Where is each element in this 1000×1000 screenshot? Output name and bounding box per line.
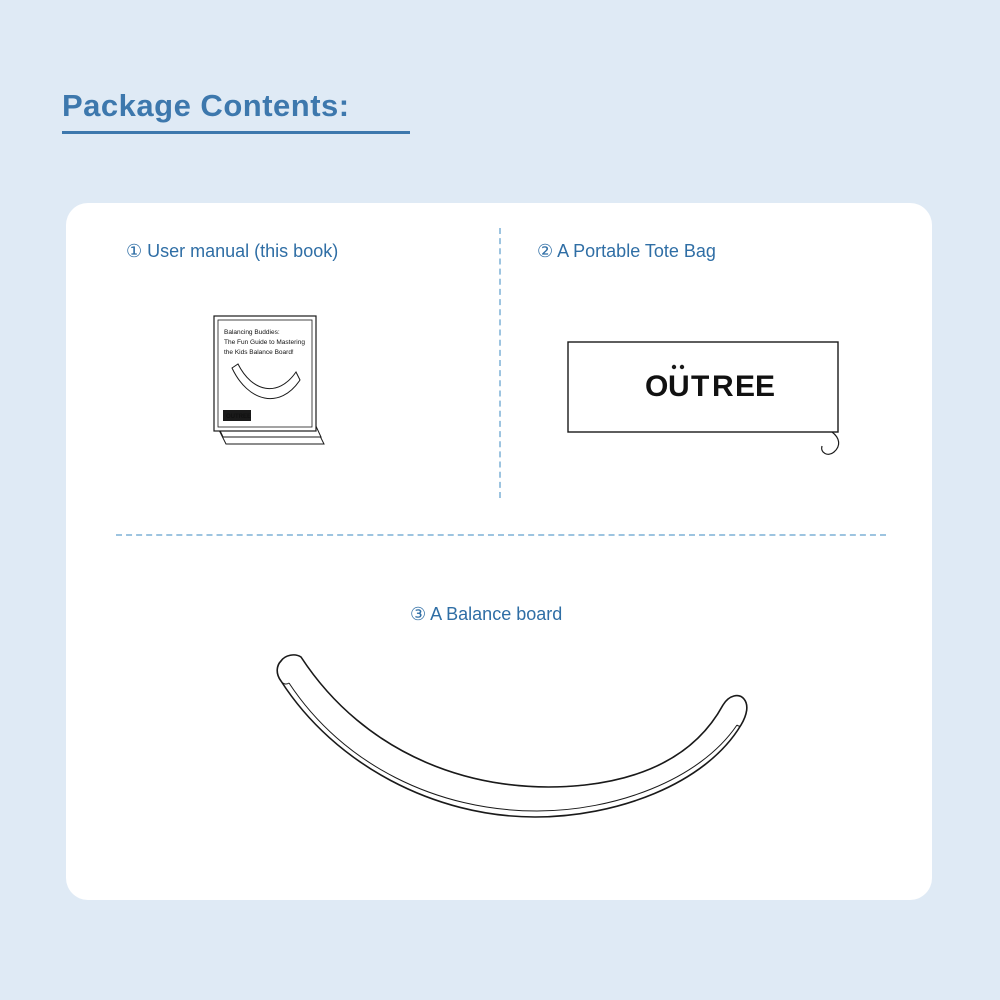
horizontal-divider (116, 534, 886, 536)
tote-bag-illustration (560, 334, 860, 474)
svg-text:the Kids Balance Board!: the Kids Balance Board! (224, 349, 294, 356)
svg-text:The Fun Guide to Mastering: The Fun Guide to Mastering (224, 339, 305, 346)
svg-text:Balancing Buddies:: Balancing Buddies: (224, 329, 280, 336)
item-label-balance-board: ③ A Balance board (410, 604, 563, 624)
booklet-illustration (200, 306, 350, 471)
item-label-tote-bag: ② A Portable Tote Bag (537, 241, 716, 261)
svg-text:OUTREE: OUTREE (226, 414, 252, 420)
vertical-divider (499, 228, 501, 498)
svg-text:T: T (691, 370, 711, 403)
item-label-user-manual: ① User manual (this book) (126, 241, 339, 261)
page-title-underline (62, 131, 410, 134)
svg-text:R: R (712, 370, 735, 403)
svg-text:E: E (735, 370, 757, 403)
page-title: Package Contents: (62, 88, 350, 123)
svg-text:U: U (668, 370, 691, 403)
svg-text:E: E (755, 370, 777, 403)
balance-board-illustration (255, 645, 755, 835)
svg-text:O: O (645, 370, 670, 403)
